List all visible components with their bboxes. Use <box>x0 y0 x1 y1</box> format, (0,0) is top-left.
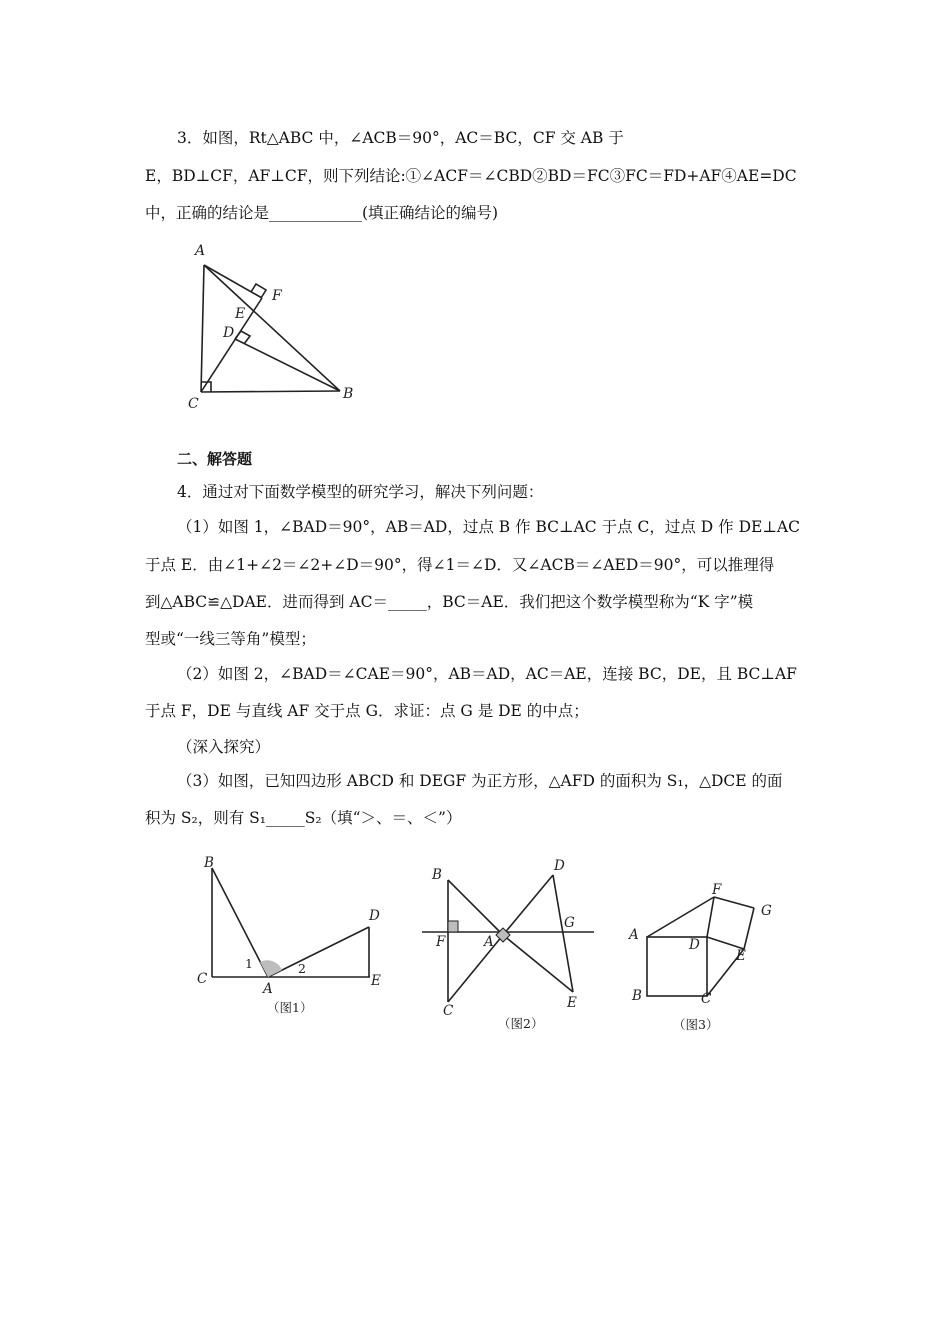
q4-p1-line1: （1）如图 1，∠BAD＝90°，AB＝AD，过点 B 作 BC⊥AC 于点 C，过点 D 作 DE⊥AC <box>177 518 800 536</box>
fig2-segment-ae <box>503 935 573 992</box>
q4-p3-line2: 积为 S₂，则有 S₁_____S₂（填“＞、＝、＜”） <box>145 809 462 827</box>
fig3-label-c: C <box>701 991 712 1007</box>
fig1-segment-ad <box>268 927 369 977</box>
fig2-label-e: E <box>567 995 577 1011</box>
figure-3 <box>622 880 792 1035</box>
q4-p2-line1: （2）如图 2，∠BAD＝∠CAE＝90°，AB＝AD，AC＝AE，连接 BC，DE，且 BC⊥AF <box>177 665 797 683</box>
q3-label-f: F <box>272 288 282 304</box>
fig1-label-c: C <box>197 971 208 987</box>
q4-p2-line2: 于点 F，DE 与直线 AF 交于点 G．求证：点 G 是 DE 的中点； <box>145 702 589 720</box>
segment-ac <box>201 265 204 392</box>
segment-af <box>204 265 262 298</box>
fig1-label-a: A <box>263 981 273 997</box>
fig3-label-d: D <box>689 937 700 953</box>
q3-label-c: C <box>188 396 199 412</box>
fig3-caption: （图3） <box>673 1017 719 1032</box>
fig2-label-b: B <box>432 867 442 883</box>
fig1-label-d: D <box>369 908 380 924</box>
segment-bd <box>235 339 340 391</box>
fig2-label-g: G <box>564 915 575 931</box>
q4-p1-line3: 到△ABC≌△DAE．进而得到 AC＝_____，BC＝AE．我们把这个数学模型称为“K 字”模 <box>145 593 754 611</box>
fig2-segment-ca <box>448 935 503 1002</box>
fig2-caption: （图2） <box>498 1016 544 1031</box>
fig3-label-b: B <box>632 988 642 1004</box>
fig3-label-g: G <box>761 903 772 919</box>
fig2-label-d: D <box>554 858 565 874</box>
fig1-segment-ba <box>212 868 268 977</box>
q3-label-e: E <box>235 306 246 322</box>
fig3-segment-ge <box>744 908 754 949</box>
fig2-label-a: A <box>484 934 494 950</box>
fig3-segment-af <box>647 897 714 937</box>
fig3-segment-df <box>707 897 714 937</box>
fig2-right-angle-f <box>448 921 458 932</box>
fig1-label-e: E <box>371 973 381 989</box>
segment-cb <box>201 391 340 392</box>
q3-label-a: A <box>195 243 206 259</box>
fig1-angle-2: 2 <box>298 961 306 976</box>
figure-1 <box>190 850 400 1025</box>
q3-line3: 中，正确的结论是____________(填正确结论的编号) <box>145 204 499 222</box>
q4-p1-line2: 于点 E．由∠1+∠2＝∠2+∠D＝90°，得∠1＝∠D．又∠ACB＝∠AED＝90°，可以推理得 <box>145 556 775 574</box>
segment-cf <box>201 298 262 392</box>
fig2-segment-de <box>553 875 573 992</box>
fig3-label-f: F <box>712 882 722 898</box>
fig2-segment-ad <box>503 875 553 935</box>
fig1-caption: （图1） <box>267 1000 313 1015</box>
section-heading: 二、解答题 <box>177 450 253 468</box>
q3-line1: 3．如图，Rt△ABC 中，∠ACB＝90°，AC＝BC，CF 交 AB 于 <box>177 129 624 147</box>
q3-label-d: D <box>223 325 235 341</box>
fig2-label-c: C <box>443 1003 454 1019</box>
figure-2 <box>418 850 608 1035</box>
fig1-angle-1: 1 <box>245 956 253 971</box>
fig3-label-e: E <box>736 948 746 964</box>
fig3-segment-fg <box>714 897 754 908</box>
q4-intro: 4．通过对下面数学模型的研究学习，解决下列问题： <box>177 483 544 501</box>
q4-p1-line4: 型或“一线三等角”模型； <box>145 630 316 648</box>
q3-label-b: B <box>343 386 354 402</box>
fig2-label-f: F <box>436 934 446 950</box>
q3-line2: E，BD⊥CF，AF⊥CF，则下列结论:①∠ACF＝∠CBD②BD＝FC③FC＝FD+AF④AE=DC <box>145 167 797 185</box>
fig1-label-b: B <box>204 855 214 871</box>
q4-p3-line1: （3）如图，已知四边形 ABCD 和 DEGF 为正方形，△AFD 的面积为 S₁，△DCE 的面 <box>177 772 783 790</box>
q3-figure <box>180 240 370 415</box>
fig3-label-a: A <box>629 927 639 943</box>
q4-explore: （深入探究） <box>177 738 271 756</box>
